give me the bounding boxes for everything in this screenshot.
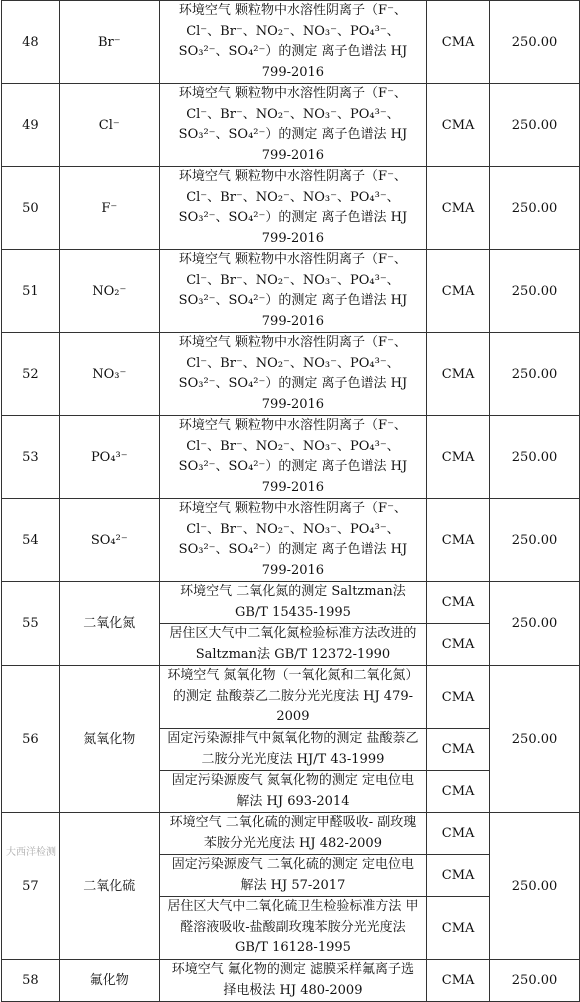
certification: CMA (427, 84, 490, 167)
table-row (2, 416, 580, 499)
table-row (2, 499, 580, 582)
price: 250.00 (490, 1, 580, 84)
certification: CMA (427, 499, 490, 582)
certification: CMA (427, 333, 490, 416)
row-number: 48 (2, 1, 60, 84)
certification: CMA (427, 582, 490, 624)
test-item: 二氧化硫 (59, 813, 159, 960)
test-method: 环境空气 颗粒物中水溶性阴离子（F⁻、Cl⁻、Br⁻、NO₂⁻、NO₃⁻、PO₄³⁻、SO₃²⁻、SO₄²⁻）的测定 离子色谱法 HJ 799-2016 (159, 167, 426, 250)
test-item: Br⁻ (59, 1, 159, 84)
certification: CMA (427, 729, 490, 771)
price: 250.00 (490, 582, 580, 666)
row-number: 53 (2, 416, 60, 499)
certification: CMA (427, 897, 490, 960)
test-item: F⁻ (59, 167, 159, 250)
test-item: SO₄²⁻ (59, 499, 159, 582)
test-method: 环境空气 颗粒物中水溶性阴离子（F⁻、Cl⁻、Br⁻、NO₂⁻、NO₃⁻、PO₄³⁻、SO₃²⁻、SO₄²⁻）的测定 离子色谱法 HJ 799-2016 (159, 416, 426, 499)
price: 250.00 (490, 416, 580, 499)
table-row (2, 1, 580, 84)
test-method: 环境空气 颗粒物中水溶性阴离子（F⁻、Cl⁻、Br⁻、NO₂⁻、NO₃⁻、PO₄³⁻、SO₃²⁻、SO₄²⁻）的测定 离子色谱法 HJ 799-2016 (159, 499, 426, 582)
row-number: 58 (2, 960, 60, 1002)
certification: CMA (427, 771, 490, 813)
test-method: 环境空气 颗粒物中水溶性阴离子（F⁻、Cl⁻、Br⁻、NO₂⁻、NO₃⁻、PO₄³⁻、SO₃²⁻、SO₄²⁻）的测定 离子色谱法 HJ 799-2016 (159, 1, 426, 84)
test-item: 二氧化氮 (59, 582, 159, 666)
certification: CMA (427, 960, 490, 1002)
row-number: 56 (2, 666, 60, 813)
certification: CMA (427, 813, 490, 855)
test-method: 环境空气 氟化物的测定 滤膜采样氟离子选择电极法 HJ 480-2009 (159, 960, 426, 1002)
table-row (2, 333, 580, 416)
test-item: 氮氧化物 (59, 666, 159, 813)
watermark: 大西洋检测 (6, 847, 56, 858)
test-method: 环境空气 颗粒物中水溶性阴离子（F⁻、Cl⁻、Br⁻、NO₂⁻、NO₃⁻、PO₄³⁻、SO₃²⁻、SO₄²⁻）的测定 离子色谱法 HJ 799-2016 (159, 84, 426, 167)
certification: CMA (427, 624, 490, 666)
certification: CMA (427, 1, 490, 84)
test-method: 固定污染源废气 氮氧化物的测定 定电位电解法 HJ 693-2014 (159, 771, 426, 813)
row-number: 50 (2, 167, 60, 250)
test-method: 居住区大气中二氧化氮检验标准方法改进的 Saltzman法 GB/T 12372-1990 (159, 624, 426, 666)
table-row (2, 167, 580, 250)
certification: CMA (427, 855, 490, 897)
table-row (2, 960, 580, 1002)
certification: CMA (427, 250, 490, 333)
table-row (2, 84, 580, 167)
row-number: 52 (2, 333, 60, 416)
row-number: 49 (2, 84, 60, 167)
test-method: 居住区大气中二氧化硫卫生检验标准方法 甲醛溶液吸收-盐酸副玫瑰苯胺分光光度法 GB/T 16128-1995 (159, 897, 426, 960)
certification: CMA (427, 666, 490, 729)
price: 250.00 (490, 813, 580, 960)
test-method: 环境空气 二氧化氮的测定 Saltzman法 GB/T 15435-1995 (159, 582, 426, 624)
row-number: 51 (2, 250, 60, 333)
table-row (2, 250, 580, 333)
row-number: 57 (2, 813, 60, 960)
test-method: 环境空气 颗粒物中水溶性阴离子（F⁻、Cl⁻、Br⁻、NO₂⁻、NO₃⁻、PO₄³⁻、SO₃²⁻、SO₄²⁻）的测定 离子色谱法 HJ 799-2016 (159, 333, 426, 416)
price: 250.00 (490, 250, 580, 333)
price: 250.00 (490, 960, 580, 1002)
price: 250.00 (490, 167, 580, 250)
table-body (2, 1, 580, 1002)
test-item: Cl⁻ (59, 84, 159, 167)
table-row (2, 582, 580, 624)
table-row (2, 813, 580, 855)
table-row (2, 666, 580, 729)
certification: CMA (427, 416, 490, 499)
test-method: 固定污染源排气中氮氧化物的测定 盐酸萘乙二胺分光光度法 HJ/T 43-1999 (159, 729, 426, 771)
row-number: 54 (2, 499, 60, 582)
certification: CMA (427, 167, 490, 250)
test-items-table (1, 0, 580, 1002)
test-item: NO₂⁻ (59, 250, 159, 333)
price: 250.00 (490, 499, 580, 582)
test-method: 环境空气 氮氧化物（一氧化氮和二氧化氮）的测定 盐酸萘乙二胺分光光度法 HJ 479-2009 (159, 666, 426, 729)
price: 250.00 (490, 666, 580, 813)
test-method: 固定污染源废气 二氧化硫的测定 定电位电解法 HJ 57-2017 (159, 855, 426, 897)
row-number: 55 (2, 582, 60, 666)
test-item: NO₃⁻ (59, 333, 159, 416)
test-item: PO₄³⁻ (59, 416, 159, 499)
price: 250.00 (490, 333, 580, 416)
test-method: 环境空气 颗粒物中水溶性阴离子（F⁻、Cl⁻、Br⁻、NO₂⁻、NO₃⁻、PO₄³⁻、SO₃²⁻、SO₄²⁻）的测定 离子色谱法 HJ 799-2016 (159, 250, 426, 333)
test-item: 氟化物 (59, 960, 159, 1002)
test-method: 环境空气 二氧化硫的测定甲醛吸收- 副玫瑰苯胺分光光度法 HJ 482-2009 (159, 813, 426, 855)
price: 250.00 (490, 84, 580, 167)
